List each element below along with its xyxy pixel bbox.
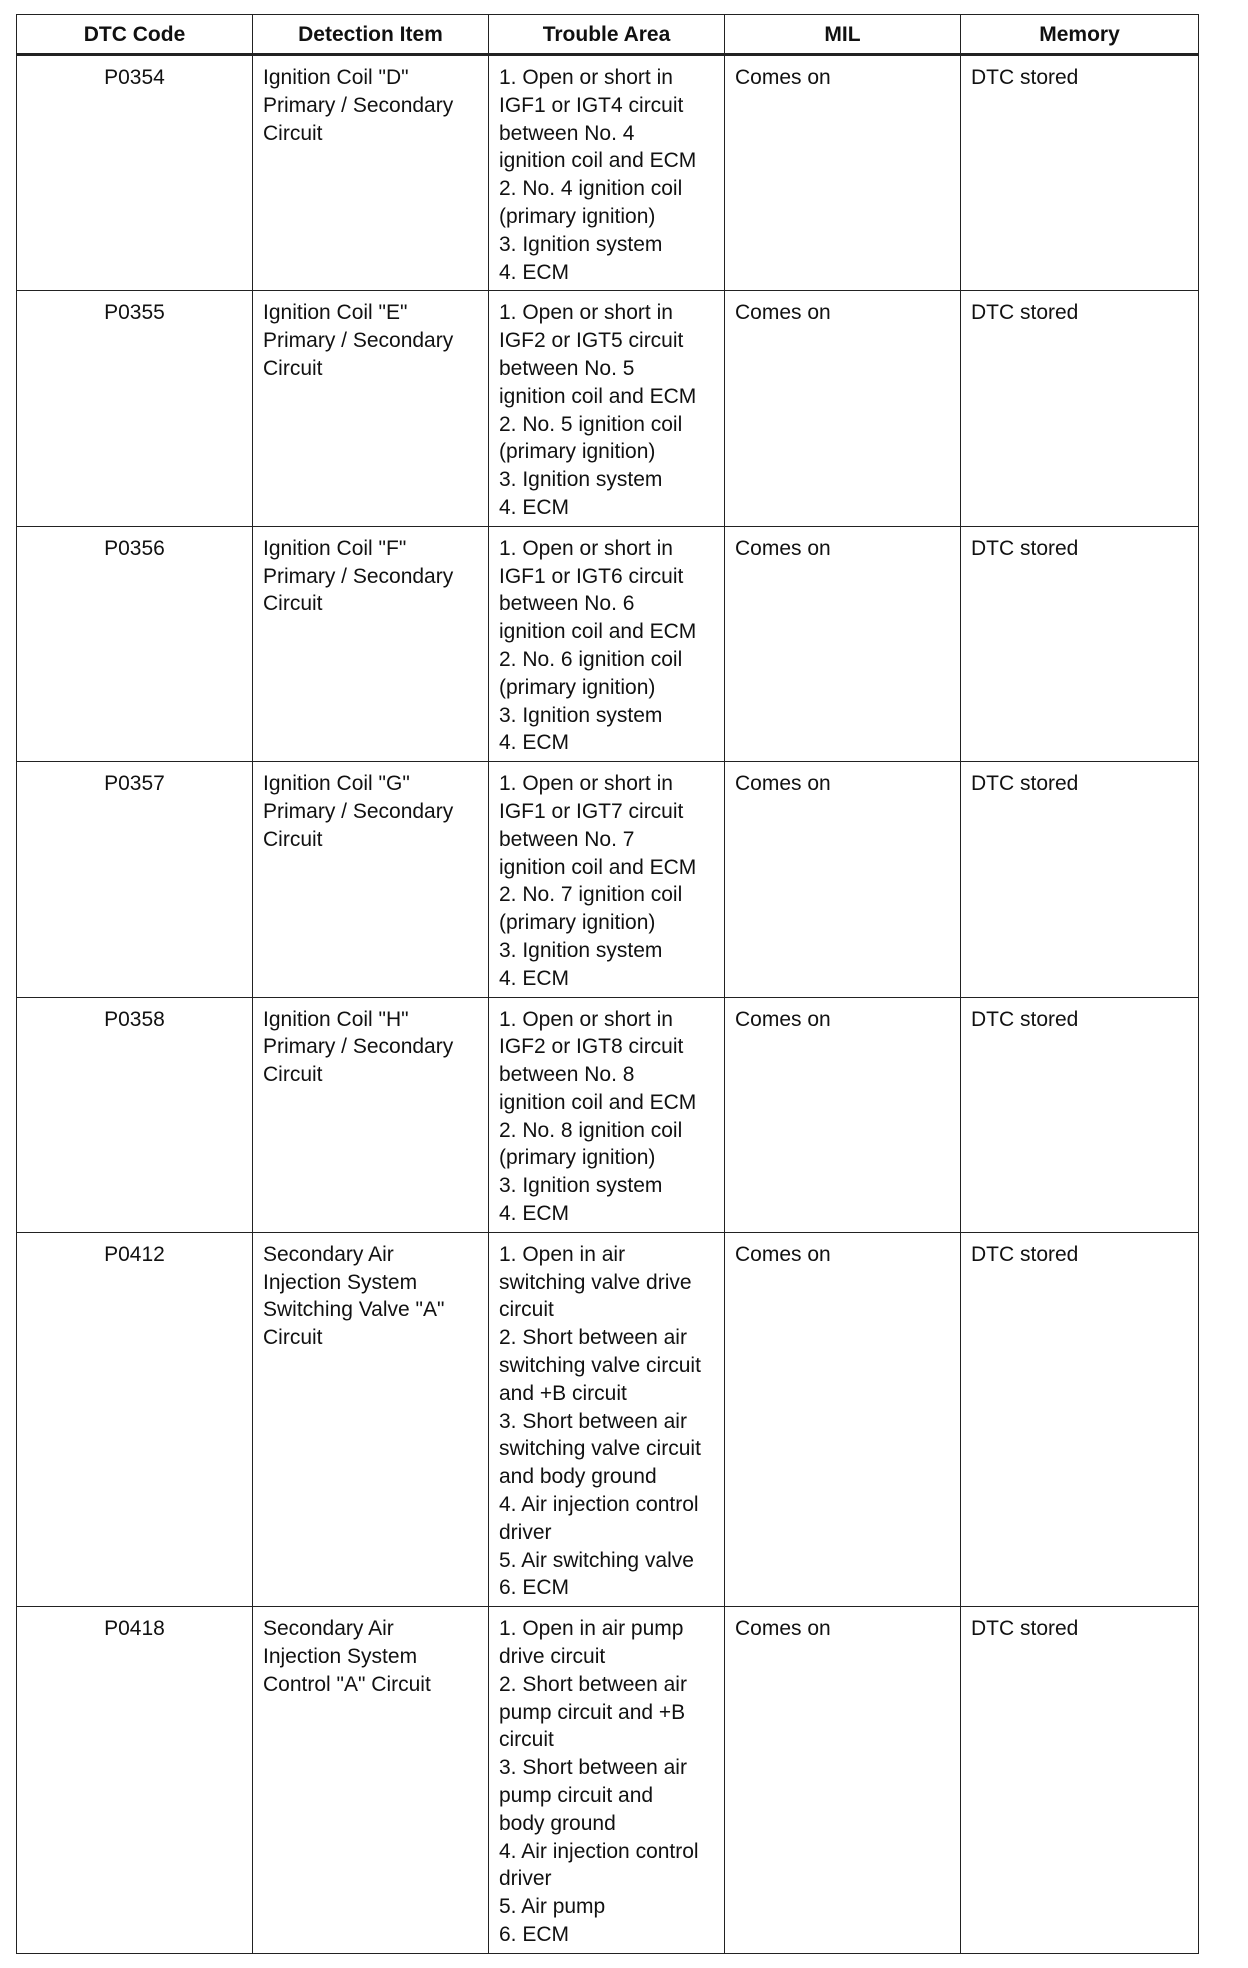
trouble-area-line: 5. Air switching valve: [499, 1548, 694, 1572]
trouble-area-line: 4. ECM: [499, 731, 570, 755]
trouble-area-line: and body ground: [499, 1465, 657, 1489]
mil-cell: Comes on: [725, 291, 961, 526]
table-row: [17, 997, 1199, 1232]
detection-item-line: Primary / Secondary: [263, 564, 454, 588]
table-row: [17, 1232, 1199, 1606]
memory-cell: DTC stored: [961, 526, 1199, 761]
trouble-area-line: 1. Open or short in: [499, 301, 673, 325]
trouble-area-line: 1. Open or short in: [499, 772, 673, 796]
trouble-area-line: switching valve drive: [499, 1270, 692, 1294]
detection-item-line: Primary / Secondary: [263, 329, 454, 353]
detection-item-cell: [253, 997, 489, 1232]
detection-item-line: Ignition Coil "G": [263, 772, 410, 796]
trouble-area-line: (primary ignition): [499, 1146, 656, 1170]
dtc-code-cell: P0354: [17, 55, 253, 291]
header-detection-item: Detection Item: [253, 15, 489, 55]
memory-cell: DTC stored: [961, 291, 1199, 526]
trouble-area-line: 2. No. 6 ignition coil: [499, 647, 683, 671]
trouble-area-line: switching valve circuit: [499, 1354, 701, 1378]
trouble-area-cell: [489, 1607, 725, 1954]
header-dtc-code: DTC Code: [17, 15, 253, 55]
trouble-area-line: ignition coil and ECM: [499, 149, 697, 173]
table-row: [17, 1607, 1199, 1954]
trouble-area-line: ignition coil and ECM: [499, 1090, 697, 1114]
detection-item-line: Ignition Coil "E": [263, 301, 408, 325]
trouble-area-line: 3. Ignition system: [499, 938, 663, 962]
trouble-area-line: 1. Open or short in: [499, 1007, 673, 1031]
table-row: [17, 762, 1199, 997]
detection-item-line: Secondary Air: [263, 1242, 394, 1266]
memory-cell: DTC stored: [961, 1232, 1199, 1606]
trouble-area-line: 1. Open or short in: [499, 66, 673, 89]
trouble-area-line: 2. No. 4 ignition coil: [499, 177, 683, 201]
detection-item-line: Injection System: [263, 1645, 418, 1669]
table-row: [17, 291, 1199, 526]
trouble-area-line: circuit: [499, 1728, 554, 1752]
mil-cell: Comes on: [725, 997, 961, 1232]
trouble-area-cell: [489, 291, 725, 526]
header-mil: MIL: [725, 15, 961, 55]
detection-item-line: Secondary Air: [263, 1617, 394, 1641]
dtc-code-cell: P0418: [17, 1607, 253, 1954]
trouble-area-line: 2. No. 5 ignition coil: [499, 412, 683, 436]
detection-item-cell: [253, 55, 489, 291]
detection-item-cell: [253, 762, 489, 997]
trouble-area-line: (primary ignition): [499, 911, 656, 935]
detection-item-line: Ignition Coil "F": [263, 536, 407, 560]
detection-item-line: Injection System: [263, 1270, 418, 1294]
trouble-area-line: 2. No. 7 ignition coil: [499, 883, 683, 907]
dtc-table: [16, 14, 1199, 1954]
dtc-code-cell: P0356: [17, 526, 253, 761]
trouble-area-line: 1. Open in air pump: [499, 1617, 684, 1641]
dtc-code-cell: P0412: [17, 1232, 253, 1606]
trouble-area-line: pump circuit and: [499, 1784, 654, 1808]
trouble-area-line: ignition coil and ECM: [499, 384, 697, 408]
trouble-area-line: (primary ignition): [499, 440, 656, 464]
trouble-area-line: 6. ECM: [499, 1576, 570, 1600]
trouble-area-line: driver: [499, 1867, 552, 1891]
detection-item-line: Circuit: [263, 356, 323, 380]
trouble-area-line: between No. 4: [499, 121, 635, 145]
detection-item-line: Ignition Coil "H": [263, 1007, 409, 1031]
trouble-area-line: switching valve circuit: [499, 1437, 701, 1461]
trouble-area-line: (primary ignition): [499, 675, 656, 699]
trouble-area-line: IGF1 or IGT6 circuit: [499, 564, 684, 588]
detection-item-line: Ignition Coil "D": [263, 66, 409, 89]
trouble-area-line: and +B circuit: [499, 1381, 627, 1405]
trouble-area-line: 3. Ignition system: [499, 1174, 663, 1198]
detection-item-cell: [253, 291, 489, 526]
trouble-area-line: between No. 8: [499, 1063, 635, 1087]
trouble-area-line: between No. 5: [499, 356, 635, 380]
trouble-area-line: 3. Ignition system: [499, 703, 663, 727]
detection-item-line: Circuit: [263, 121, 323, 145]
detection-item-cell: [253, 526, 489, 761]
mil-cell: Comes on: [725, 1232, 961, 1606]
trouble-area-line: 2. Short between air: [499, 1326, 687, 1350]
table-header-row: [17, 15, 1199, 55]
trouble-area-line: 3. Ignition system: [499, 232, 663, 256]
memory-cell: DTC stored: [961, 1607, 1199, 1954]
dtc-code-cell: P0358: [17, 997, 253, 1232]
mil-cell: Comes on: [725, 762, 961, 997]
trouble-area-line: circuit: [499, 1298, 554, 1322]
trouble-area-line: 2. No. 8 ignition coil: [499, 1118, 683, 1142]
trouble-area-line: body ground: [499, 1811, 616, 1835]
table-row: [17, 526, 1199, 761]
trouble-area-line: between No. 6: [499, 592, 635, 616]
trouble-area-line: 1. Open or short in: [499, 536, 673, 560]
trouble-area-line: IGF2 or IGT8 circuit: [499, 1035, 684, 1059]
memory-cell: DTC stored: [961, 997, 1199, 1232]
trouble-area-cell: [489, 997, 725, 1232]
detection-item-line: Circuit: [263, 592, 323, 616]
trouble-area-line: (primary ignition): [499, 204, 656, 228]
trouble-area-cell: [489, 55, 725, 291]
trouble-area-line: 3. Short between air: [499, 1756, 687, 1780]
trouble-area-line: 3. Ignition system: [499, 468, 663, 492]
trouble-area-line: pump circuit and +B: [499, 1700, 686, 1724]
detection-item-line: Circuit: [263, 827, 323, 851]
trouble-area-cell: [489, 526, 725, 761]
detection-item-line: Control "A" Circuit: [263, 1672, 431, 1696]
detection-item-line: Switching Valve "A": [263, 1298, 445, 1322]
table-body: [17, 55, 1199, 1954]
detection-item-cell: [253, 1232, 489, 1606]
trouble-area-line: 5. Air pump: [499, 1895, 606, 1919]
dtc-code-cell: P0357: [17, 762, 253, 997]
trouble-area-line: 4. ECM: [499, 495, 570, 519]
detection-item-line: Primary / Secondary: [263, 799, 454, 823]
detection-item-line: Circuit: [263, 1063, 323, 1087]
memory-cell: DTC stored: [961, 762, 1199, 997]
trouble-area-line: 4. Air injection control: [499, 1839, 699, 1863]
trouble-area-line: ignition coil and ECM: [499, 855, 697, 879]
trouble-area-cell: [489, 1232, 725, 1606]
trouble-area-line: 4. ECM: [499, 1202, 570, 1226]
trouble-area-line: 4. ECM: [499, 260, 570, 284]
mil-cell: Comes on: [725, 55, 961, 291]
trouble-area-cell: [489, 762, 725, 997]
header-trouble-area: Trouble Area: [489, 15, 725, 55]
trouble-area-line: 3. Short between air: [499, 1409, 687, 1433]
dtc-code-cell: P0355: [17, 291, 253, 526]
detection-item-line: Primary / Secondary: [263, 93, 454, 117]
trouble-area-line: IGF2 or IGT5 circuit: [499, 329, 684, 353]
trouble-area-line: 2. Short between air: [499, 1672, 687, 1696]
trouble-area-line: 1. Open in air: [499, 1242, 626, 1266]
detection-item-cell: [253, 1607, 489, 1954]
trouble-area-line: ignition coil and ECM: [499, 620, 697, 644]
trouble-area-line: IGF1 or IGT7 circuit: [499, 799, 684, 823]
header-memory: Memory: [961, 15, 1199, 55]
trouble-area-line: 4. ECM: [499, 966, 570, 990]
trouble-area-line: drive circuit: [499, 1645, 606, 1669]
detection-item-line: Primary / Secondary: [263, 1035, 454, 1059]
trouble-area-line: 6. ECM: [499, 1923, 570, 1946]
mil-cell: Comes on: [725, 526, 961, 761]
trouble-area-line: IGF1 or IGT4 circuit: [499, 93, 684, 117]
table-row: [17, 55, 1199, 291]
memory-cell: DTC stored: [961, 55, 1199, 291]
trouble-area-line: driver: [499, 1520, 552, 1544]
mil-cell: Comes on: [725, 1607, 961, 1954]
trouble-area-line: 4. Air injection control: [499, 1493, 699, 1517]
trouble-area-line: between No. 7: [499, 827, 635, 851]
detection-item-line: Circuit: [263, 1326, 323, 1350]
